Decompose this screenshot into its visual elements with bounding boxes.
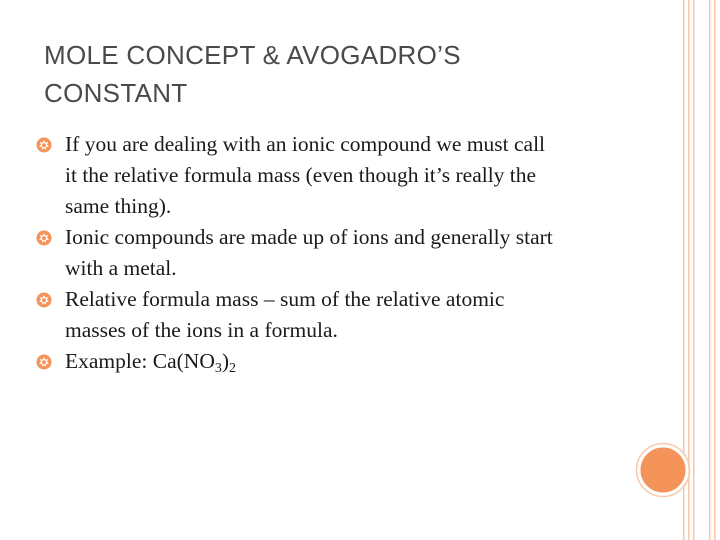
bullet-item (36, 284, 626, 346)
sun-icon (36, 137, 52, 153)
bullet-item (36, 222, 626, 284)
sun-icon (36, 292, 52, 308)
sun-icon (36, 354, 52, 370)
example-close: ) (221, 349, 230, 373)
decor-line-2 (688, 0, 690, 540)
subscript-3: 3 (214, 361, 222, 376)
bullet-item (36, 129, 626, 222)
bullet-list (36, 129, 626, 377)
bullet-line: If you are dealing with an ionic compound we must call (65, 132, 546, 156)
slide-title (44, 36, 644, 112)
title-line-1: MOLE CONCEPT & AVOGADRO’S (44, 40, 461, 70)
example-prefix: Example: Ca(NO (65, 349, 215, 373)
decor-line-3 (693, 0, 695, 540)
bullet-line: with a metal. (65, 256, 177, 280)
bullet-line: it the relative formula mass (even though it’s really the (65, 163, 537, 187)
decor-circle-icon (639, 446, 687, 494)
decor-line-4 (709, 0, 711, 540)
subscript-2: 2 (229, 361, 237, 376)
example-formula (65, 346, 626, 377)
sun-icon (36, 230, 52, 246)
title-line-2: CONSTANT (44, 78, 188, 108)
decor-line-5 (714, 0, 716, 540)
bullet-item-example (36, 346, 626, 377)
bullet-line: masses of the ions in a formula. (65, 318, 338, 342)
bullet-line: Relative formula mass – sum of the relative atomic (65, 287, 505, 311)
bullet-line: Ionic compounds are made up of ions and generally start (65, 225, 553, 249)
bullet-line: same thing). (65, 194, 172, 218)
